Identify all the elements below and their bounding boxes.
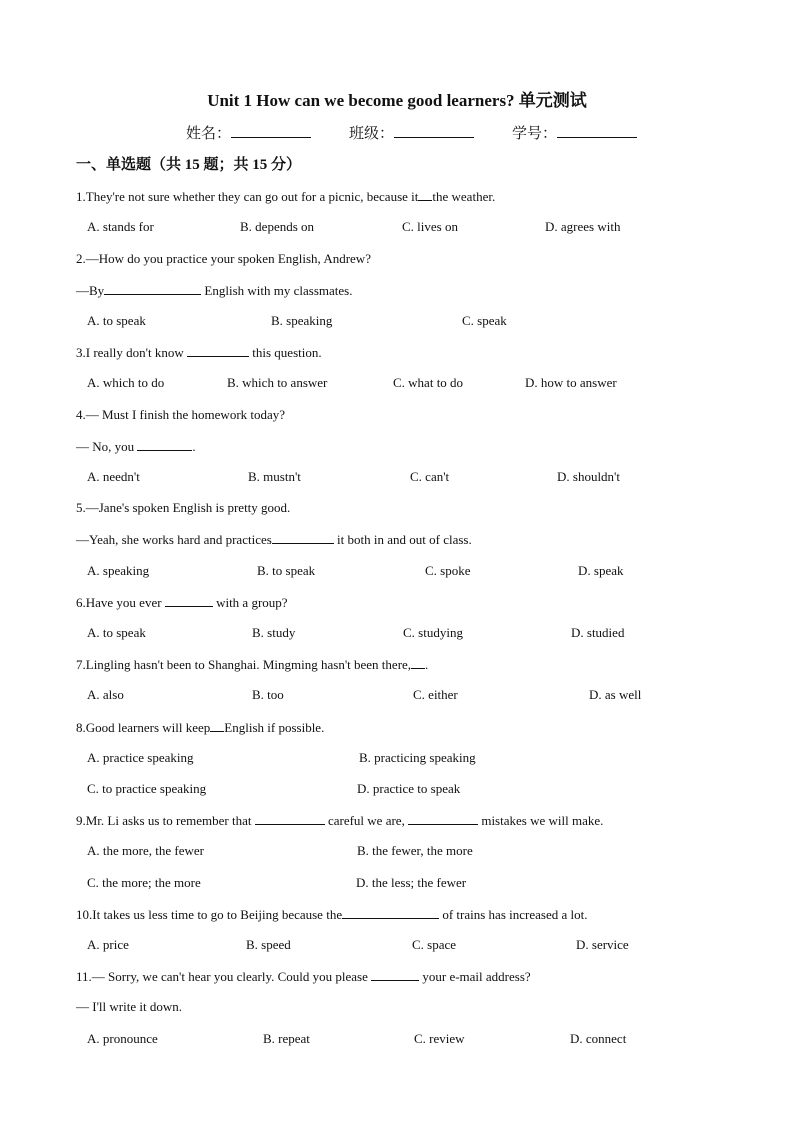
option-b[interactable]: B. speed <box>246 937 291 952</box>
question-7 <box>76 656 428 673</box>
option-a[interactable]: A. price <box>87 937 129 952</box>
option-c[interactable]: C. review <box>414 1031 465 1046</box>
option-b[interactable]: B. speaking <box>271 313 333 328</box>
stem-text: . <box>425 657 429 672</box>
option-d[interactable]: D. how to answer <box>525 375 617 390</box>
question-10 <box>76 906 587 923</box>
option-a[interactable]: A. the more, the fewer <box>87 843 204 858</box>
stem-text: 8.Good learners will keep <box>76 720 211 735</box>
option-c[interactable]: C. the more; the more <box>87 875 201 890</box>
stem-text: —Yeah, she works hard and practices <box>76 532 272 547</box>
option-d[interactable]: D. studied <box>571 625 625 640</box>
stem-text: 3.I really don't know <box>76 345 188 360</box>
option-a[interactable]: A. which to do <box>87 375 165 390</box>
question-9 <box>76 812 603 829</box>
question-6 <box>76 594 288 611</box>
class-blank[interactable] <box>394 123 474 138</box>
option-b[interactable]: B. repeat <box>263 1031 310 1046</box>
id-label: 学号： <box>512 126 558 142</box>
option-b[interactable]: B. which to answer <box>227 375 328 390</box>
option-c[interactable]: C. speak <box>462 313 507 328</box>
option-a[interactable]: A. to speak <box>87 313 146 328</box>
option-b[interactable]: B. practicing speaking <box>359 750 476 765</box>
option-d[interactable]: D. service <box>576 937 629 952</box>
stem-text: English if possible. <box>224 720 325 735</box>
answer-blank[interactable] <box>411 656 425 669</box>
option-c[interactable]: C. either <box>413 687 458 702</box>
stem-text: your e-mail address? <box>419 969 531 984</box>
stem-text: it both in and out of class. <box>333 532 472 547</box>
question-11 <box>76 968 531 985</box>
option-d[interactable]: D. shouldn't <box>557 469 621 484</box>
option-d[interactable]: D. connect <box>570 1031 627 1046</box>
stem-text: mistakes we will make. <box>478 813 604 828</box>
stem-text: . <box>192 439 196 454</box>
option-d[interactable]: D. speak <box>578 563 624 578</box>
answer-blank[interactable] <box>104 282 201 295</box>
answer-blank[interactable] <box>342 906 439 919</box>
answer-blank[interactable] <box>418 188 432 201</box>
option-d[interactable]: D. as well <box>589 687 642 702</box>
option-a[interactable]: A. also <box>87 687 124 702</box>
option-c[interactable]: C. space <box>412 937 457 952</box>
question-5-reply <box>76 531 472 548</box>
option-a[interactable]: A. needn't <box>87 469 140 484</box>
question-5: 5.—Jane's spoken English is pretty good. <box>76 500 291 515</box>
answer-blank[interactable] <box>210 719 224 732</box>
question-2: 2.—How do you practice your spoken English, Andrew? <box>76 251 371 266</box>
option-c[interactable]: C. lives on <box>402 219 458 234</box>
stem-text: 9.Mr. Li asks us to remember that <box>76 813 255 828</box>
option-b[interactable]: B. to speak <box>257 563 316 578</box>
option-a[interactable]: A. stands for <box>87 219 154 234</box>
question-3 <box>76 344 322 361</box>
student-info-row <box>186 122 637 143</box>
question-8 <box>76 719 324 736</box>
stem-text: 10.It takes us less time to go to Beijing because the <box>76 907 343 922</box>
stem-text: — No, you <box>76 439 138 454</box>
stem-text: of trains has increased a lot. <box>439 907 588 922</box>
question-1 <box>76 188 495 205</box>
stem-text: English with my classmates. <box>201 283 353 298</box>
option-d[interactable]: D. agrees with <box>545 219 621 234</box>
stem-text: the weather. <box>432 189 496 204</box>
question-4: 4.— Must I finish the homework today? <box>76 407 286 422</box>
stem-text: 7.Lingling hasn't been to Shanghai. Mingming hasn't been there, <box>76 657 412 672</box>
option-a[interactable]: A. to speak <box>87 625 146 640</box>
name-label: 姓名： <box>186 126 232 142</box>
option-a[interactable]: A. speaking <box>87 563 150 578</box>
option-d[interactable]: D. practice to speak <box>357 781 461 796</box>
page-title: Unit 1 How can we become good learners? 单元测试 <box>207 91 587 110</box>
option-c[interactable]: C. can't <box>410 469 450 484</box>
stem-text: 11.— Sorry, we can't hear you clearly. Could you please <box>76 969 372 984</box>
answer-blank[interactable] <box>165 594 213 607</box>
option-b[interactable]: B. too <box>252 687 284 702</box>
class-field[interactable] <box>349 122 474 143</box>
option-d[interactable]: D. the less; the fewer <box>356 875 467 890</box>
option-b[interactable]: B. mustn't <box>248 469 301 484</box>
stem-text: 6.Have you ever <box>76 595 165 610</box>
name-blank[interactable] <box>231 123 311 138</box>
question-2-reply <box>76 282 352 299</box>
stem-text: this question. <box>249 345 322 360</box>
option-c[interactable]: C. what to do <box>393 375 464 390</box>
answer-blank[interactable] <box>137 438 192 451</box>
option-b[interactable]: B. study <box>252 625 296 640</box>
id-blank[interactable] <box>557 123 637 138</box>
id-field[interactable] <box>512 122 637 143</box>
option-b[interactable]: B. the fewer, the more <box>357 843 473 858</box>
option-c[interactable]: C. to practice speaking <box>87 781 207 796</box>
answer-blank[interactable] <box>272 531 334 544</box>
name-field[interactable] <box>186 122 311 143</box>
option-a[interactable]: A. practice speaking <box>87 750 194 765</box>
class-label: 班级： <box>349 126 395 142</box>
stem-text: careful we are, <box>324 813 409 828</box>
option-c[interactable]: C. spoke <box>425 563 471 578</box>
answer-blank[interactable] <box>255 812 325 825</box>
stem-text: —By <box>76 283 105 298</box>
option-b[interactable]: B. depends on <box>240 219 315 234</box>
section-heading: 一、单选题（共 15 题；共 15 分） <box>76 157 302 173</box>
option-c[interactable]: C. studying <box>403 625 463 640</box>
answer-blank[interactable] <box>408 812 478 825</box>
question-11-reply: — I'll write it down. <box>76 999 182 1014</box>
answer-blank[interactable] <box>371 968 419 981</box>
stem-text: 1.They're not sure whether they can go out for a picnic, because it <box>76 189 419 204</box>
stem-text: with a group? <box>212 595 288 610</box>
answer-blank[interactable] <box>187 344 249 357</box>
option-a[interactable]: A. pronounce <box>87 1031 158 1046</box>
question-4-reply <box>76 438 196 455</box>
